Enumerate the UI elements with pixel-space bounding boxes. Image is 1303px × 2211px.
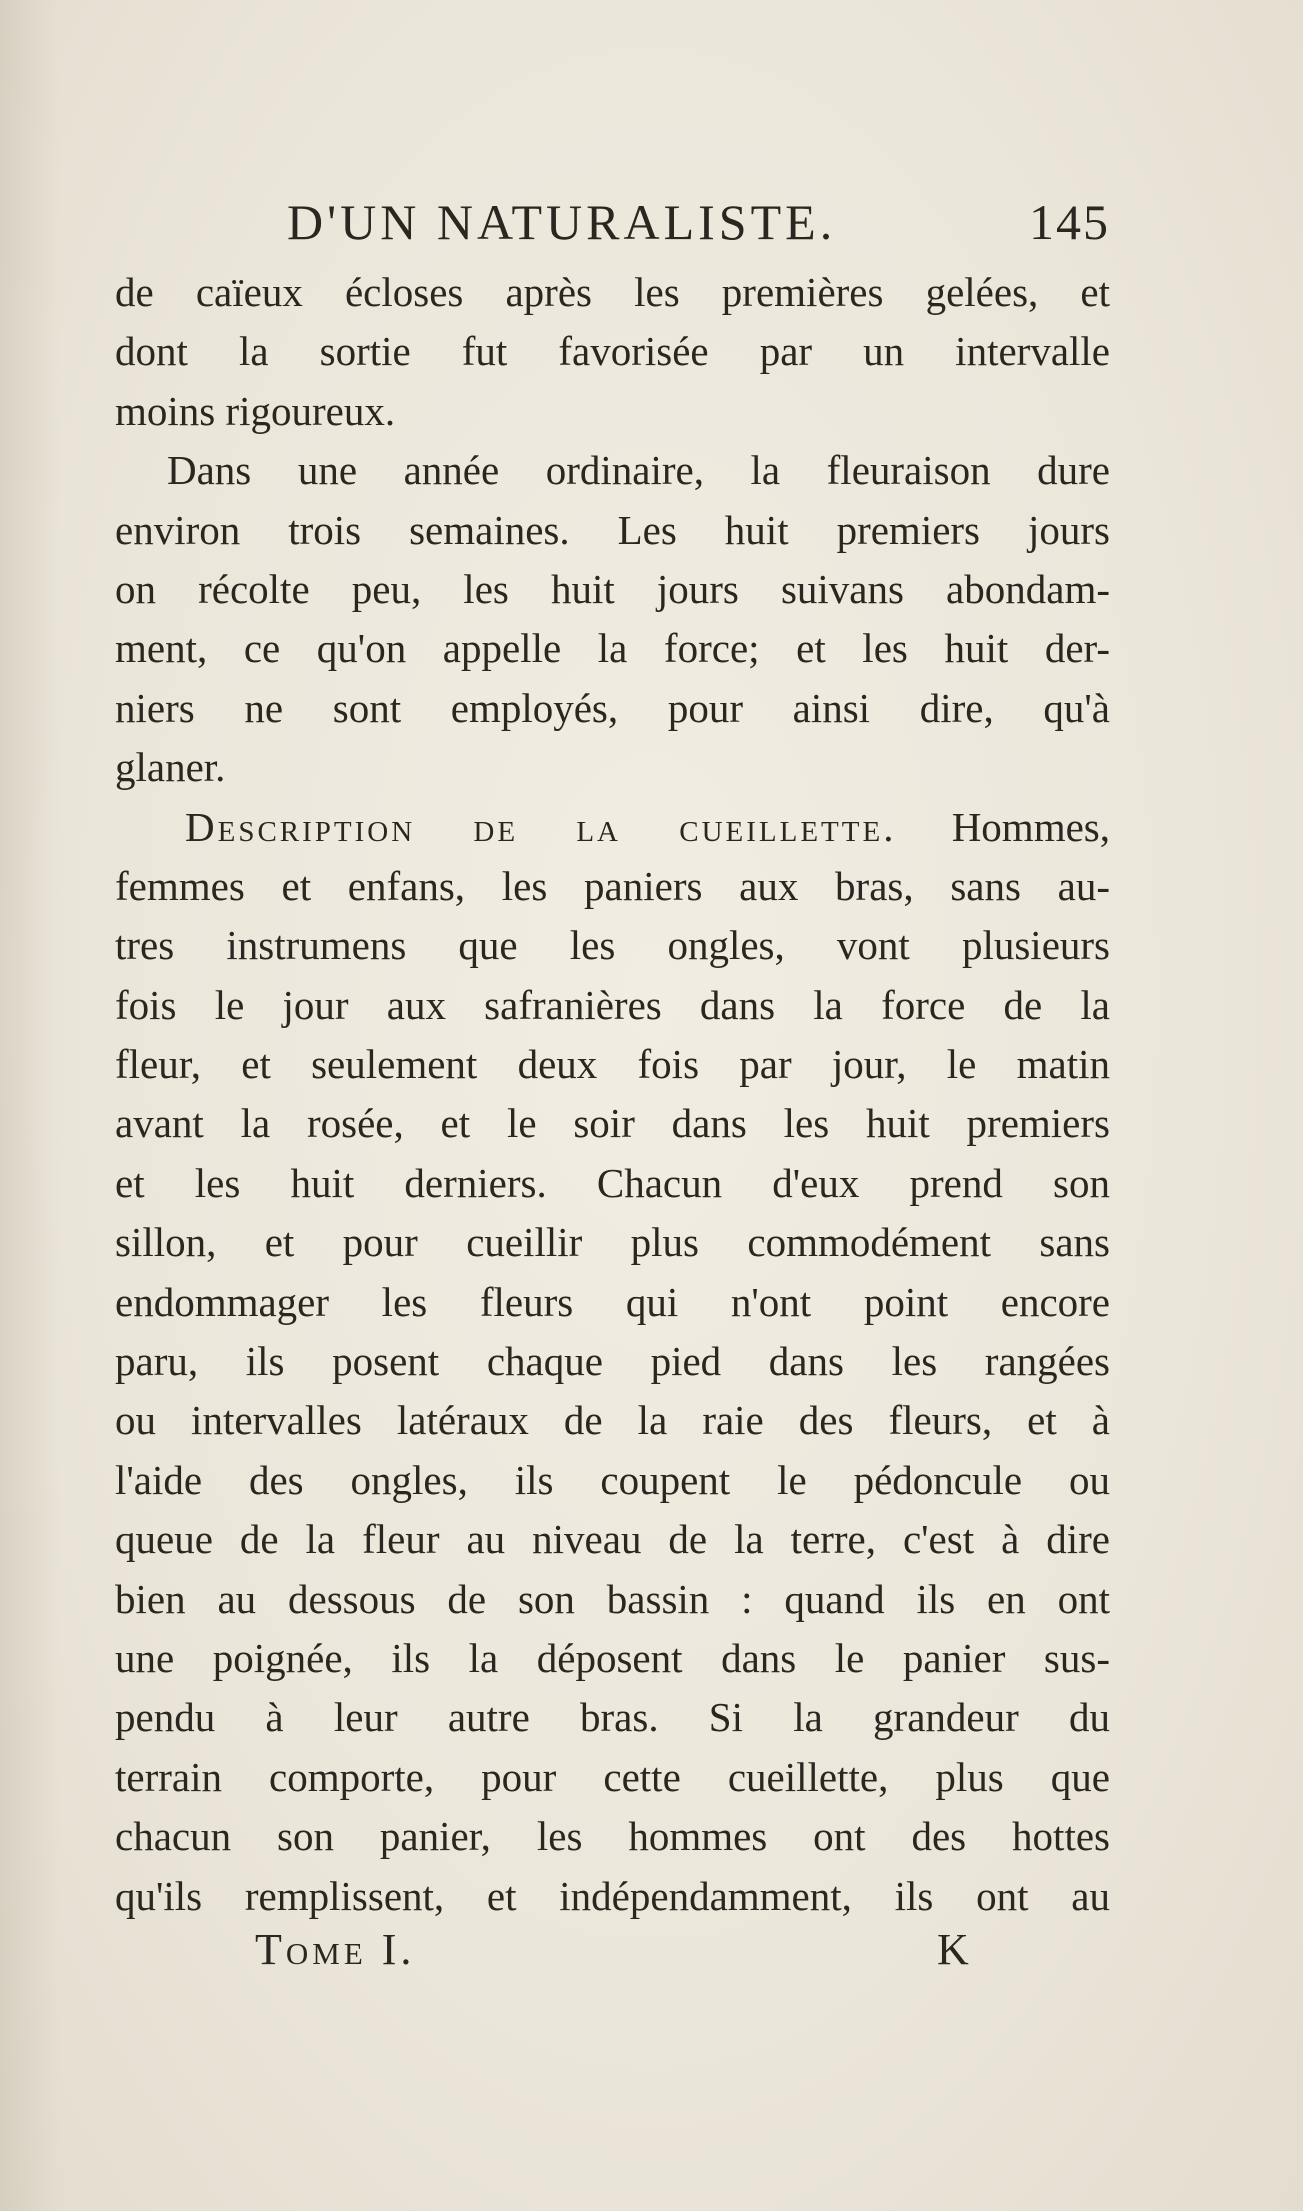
page-number: 145 — [1029, 194, 1110, 250]
text-line: fleur, et seulement deux fois par jour, le matin — [115, 1041, 1110, 1088]
text-line: pendu à leur autre bras. Si la grandeur du — [115, 1694, 1110, 1741]
text-line: qu'ils remplissent, et indépendamment, ils ont au — [115, 1872, 1110, 1919]
text-line: de caïeux écloses après les premières gelées, et — [115, 269, 1110, 315]
gutter-shadow — [0, 0, 60, 2211]
section-heading-line — [115, 798, 1110, 857]
text-line: dont la sortie fut favorisée par un intervalle — [115, 328, 1110, 375]
section-heading-continuation: Hommes, — [896, 803, 1110, 850]
text-line: bien au dessous de son bassin : quand ils en ont — [115, 1575, 1110, 1622]
body-text — [115, 263, 1110, 1926]
text-line: ment, ce qu'on appelle la force; et les huit der- — [115, 625, 1110, 672]
text-line: terrain comporte, pour cette cueillette, plus que — [115, 1753, 1110, 1800]
text-line: et les huit derniers. Chacun d'eux prend son — [115, 1159, 1110, 1206]
text-line: moins rigoureux. — [115, 387, 396, 434]
text-line: tres instrumens que les ongles, vont plusieurs — [115, 922, 1110, 969]
running-title: D'UN NATURALISTE. — [287, 194, 837, 250]
text-line: glaner. — [115, 744, 226, 791]
text-line: paru, ils posent chaque pied dans les rangées — [115, 1338, 1110, 1385]
text-line: on récolte peu, les huit jours suivans abondam- — [115, 565, 1110, 612]
text-line: avant la rosée, et le soir dans les huit premiers — [115, 1100, 1110, 1147]
text-line: fois le jour aux safranières dans la force de la — [115, 981, 1110, 1028]
section-heading: Description de la cueillette. — [185, 803, 897, 850]
signature-mark: K — [937, 1925, 969, 1974]
text-line: endommager les fleurs qui n'ont point encore — [115, 1278, 1110, 1325]
text-line: environ trois semaines. Les huit premiers jours — [115, 506, 1110, 553]
text-line: l'aide des ongles, ils coupent le pédoncule ou — [115, 1456, 1110, 1503]
text-line: sillon, et pour cueillir plus commodément sans — [115, 1219, 1110, 1266]
volume-label: Tome I. — [255, 1925, 416, 1974]
text-line: une poignée, ils la déposent dans le panier sus- — [115, 1634, 1110, 1681]
text-line: femmes et enfans, les paniers aux bras, sans au- — [115, 862, 1110, 909]
text-line: ou intervalles latéraux de la raie des fleurs, et à — [115, 1397, 1110, 1444]
text-line: chacun son panier, les hommes ont des hottes — [115, 1813, 1110, 1860]
text-line: niers ne sont employés, pour ainsi dire, qu'à — [115, 684, 1110, 731]
page-header — [115, 192, 1110, 252]
text-line: queue de la fleur au niveau de la terre, c'est à dire — [115, 1516, 1110, 1563]
paragraph-start-line: Dans une année ordinaire, la fleuraison dure — [167, 447, 1110, 494]
page-footer — [115, 1922, 1110, 1978]
